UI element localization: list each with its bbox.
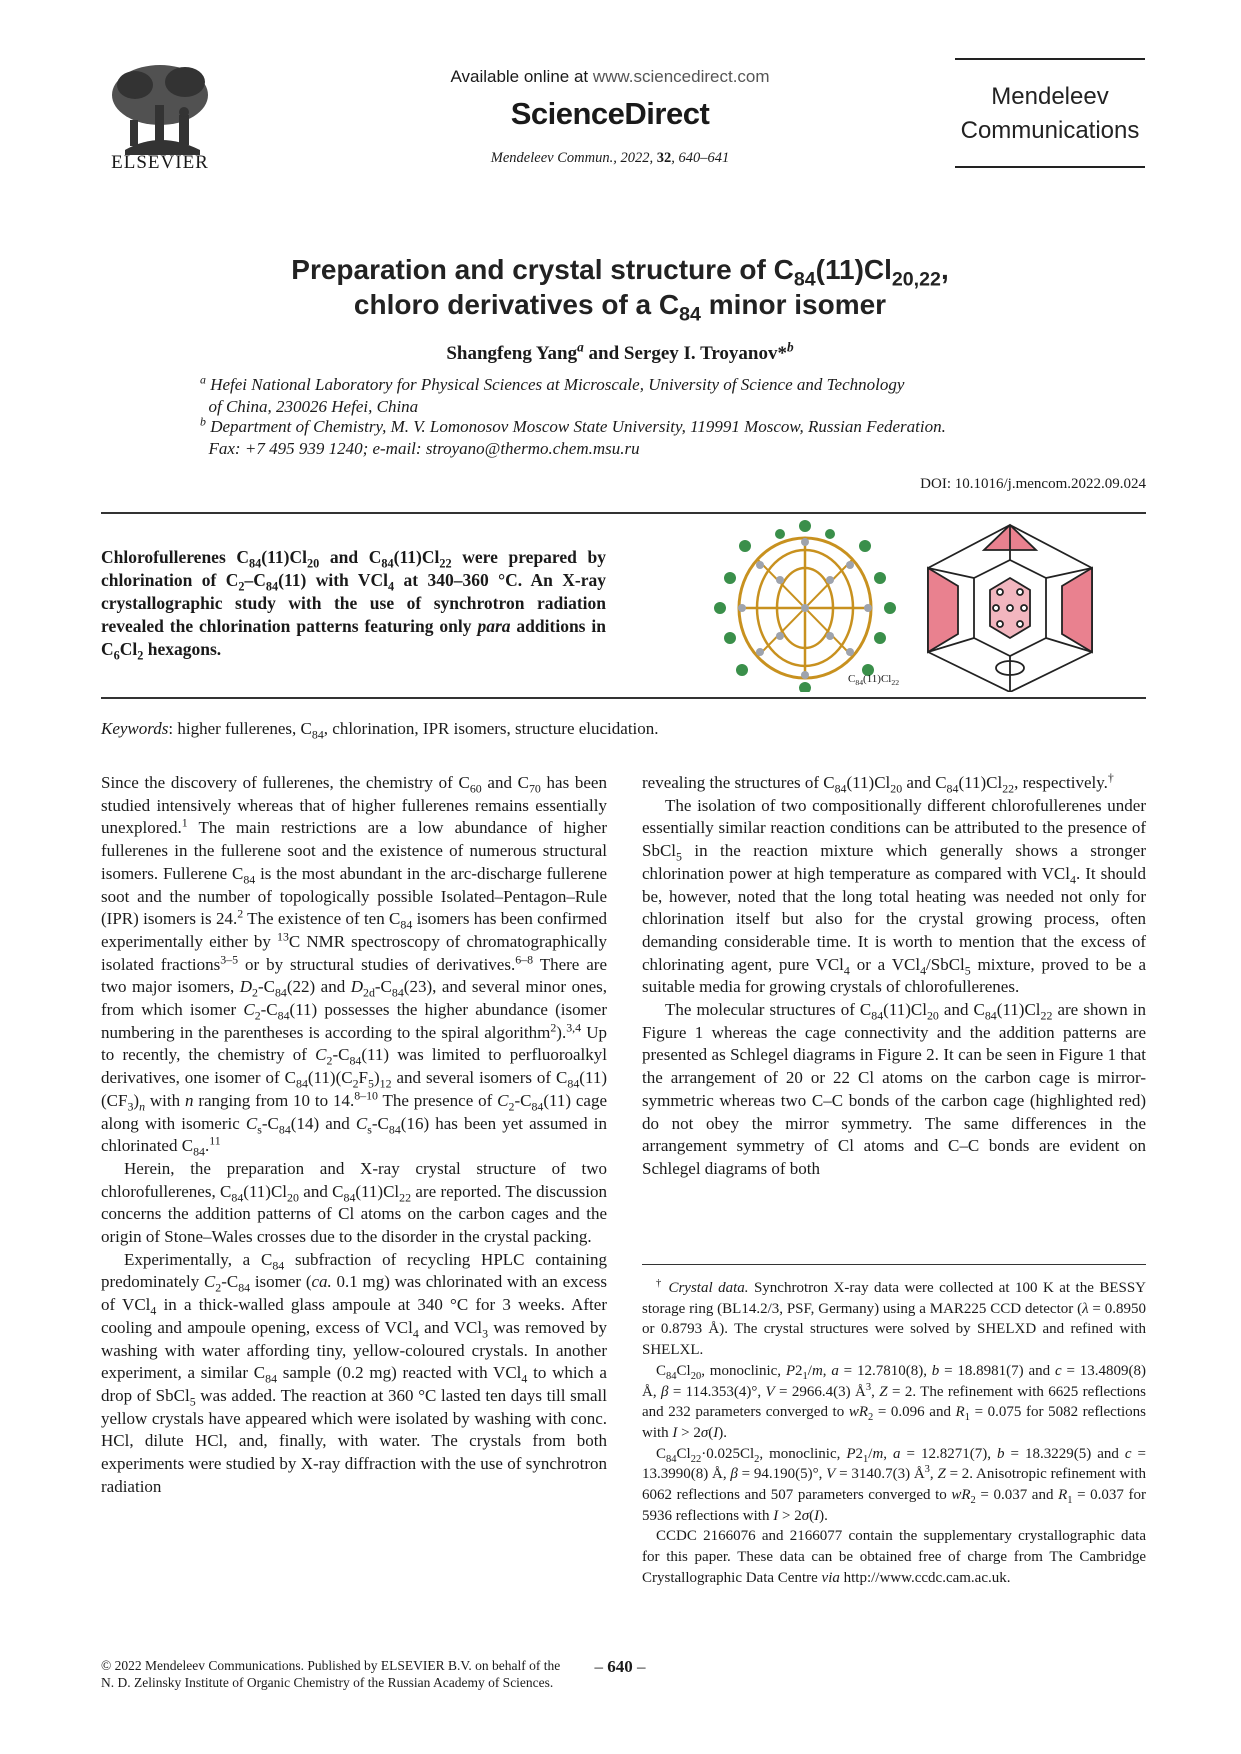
footnote-divider (642, 1264, 1146, 1265)
keywords: Keywords: higher fullerenes, $C_{84}$, chlorination, IPR isomers, structure elucidation. (101, 719, 659, 742)
affiliation-b: $^b$ Department of Chemistry, M. V. Lomonosov Moscow State University, 119991 Moscow, Russian Federation. Fax: +7 495 939 1240; e-mail: stroyano@thermo.chem.msu.ru (200, 414, 946, 458)
journal-citation (380, 150, 840, 167)
author-list: Shangfeng Yang$^a$ and Sergey I. Troyanov*$^b$ (446, 339, 794, 364)
doi[interactable]: DOI: 10.1016/j.mencom.2022.09.024 (920, 476, 1146, 492)
paragraph: $C_{84}Cl_{22}\cdot 0.025Cl_2$, monoclinic, $P2_1/m$, a = 12.8271(7), b = 18.3229(5) and c = 13.3990(8) Å, β = 94.190(5)°, V = 3140.7(3) $Å^3$, Z = 2. Anisotropic refinement with 6062 reflections and 507 parameters converged to $wR_2 = 0.037$ and $R_1 = 0.037$ for 5936 reflections with I > 2σ(I). (642, 1445, 1147, 1524)
citation-volume: 32 (656, 150, 672, 166)
paragraph: Experimentally, a $C_{84}$ subfraction of recycling HPLC containing predominately $C_2-C_{84}$ isomer (ca. 0.1 mg) was chlorinated with an excess of VCl$_4$ in a thick-walled glass ampoule at 340 °C for 3 weeks. After cooling and ampoule opening, excess of VCl$_4$ and VCl$_3$ was removed by washing with water affording tiny, yellow-coloured crystals. In another experiment, a similar $C_{84}$ sample (0.2 mg) reacted with VCl$_4$ to which a drop of SbCl$_5$ was added. The reaction at 360 °C lasted ten days till small yellow crystals have appeared which were isolated by washing with conc. HCl, dilute HCl, and, finally, with water. The crystals from both experiments were studied by X-ray diffraction with the use of synchrotron radiation (101, 1249, 608, 1496)
paragraph: revealing the structures of $C_{84}(11)Cl_{20}$ and $C_{84}(11)Cl_{22}$, respectively.† (642, 770, 1114, 796)
citation-journal: Mendeleev Commun. (490, 150, 614, 166)
body-left-column (101, 772, 607, 1499)
journal-name-line1: Mendeleev (991, 83, 1109, 110)
journal-name (955, 80, 1145, 148)
author-1: Shangfeng Yang (446, 343, 578, 364)
paragraph: Herein, the preparation and X-ray crystal structure of two chlorofullerenes, $C_{84}(11)Cl_{20}$ and $C_{84}(11)Cl_{22}$ are reported. The discussion concerns the addition patterns of Cl atoms on the carbon cages and the origin of Stone–Wales crosses due to the disorder in the crystal packing. (101, 1158, 607, 1247)
paragraph: The isolation of two compositionally different chlorofullerenes under essentially similar reaction conditions can be attributed to the presence of SbCl$_5$ in the reaction mixture which generally shows a stronger chlorination power at high temperature as compared with VCl$_4$. It should be, however, noted that the long total heating was needed not only for chlorination itself but also for the crystal growing process, often demanding considerable time. It is worth to mention that the excess of chlorinating agent, pure VCl$_4$ or a VCl$_4$/SbCl$_5$ mixture, proved to be a suitable media for growing crystals of chlorofullerenes. (642, 795, 1146, 997)
paragraph: Since the discovery of fullerenes, the chemistry of $C_{60}$ and $C_{70}$ has been studied intensively whereas that of higher fullerenes remains essentially unexplored.$^1$ The main restrictions are a low abundance of higher fullerenes in the fullerene soot and the existence of numerous structural isomers. Fullerene $C_{84}$ is the most abundant in the arc-discharge fullerene soot and the number of topologically possible Isolated–Pentagon–Rule (IPR) isomers is 24.$^2$ The existence of ten $C_{84}$ isomers has been confirmed experimentally either by $^{13}$C NMR spectroscopy of chromatographically isolated fractions$^{3-5}$ or by structural studies of derivatives.$^{6-8}$ There are two major isomers, $D_2-C_{84}(22)$ and $D_{2d}-C_{84}(23)$, and several minor ones, from which isomer $C_2-C_{84}(11)$ possesses the higher abundance (isomer numbering in the parentheses is according to the spiral algorithm$^2$).$^{3,4}$ Up to recently, the chemistry of $C_2-C_{84}(11)$ was limited to perfluoroalkyl derivatives, one isomer of $C_{84}(11)(C_2F_5)_{12}$ and several isomers of $C_{84}(11)(CF_3)_n$ with n ranging from 10 to 14.$^{8-10}$ The presence of $C_2-C_{84}(11)$ cage along with isomeric $C_s-C_{84}(14)$ and $C_s-C_{84}(16)$ has been yet assumed in chlorinated $C_{84}.^{11}$ (101, 773, 608, 1159)
publisher-name: ELSEVIER (111, 152, 209, 173)
author-2: Sergey I. Troyanov (623, 343, 778, 364)
crystal-data-footnote (642, 1278, 1146, 1589)
paragraph: $C_{84}Cl_{20}$, monoclinic, $P2_1/m$, a = 12.7810(8), b = 18.8981(7) and c = 13.4809(8) Å, β = 114.353(4)°, V = 2966.4(3) $Å^3$, Z = 2. The refinement with 6625 reflections and 232 parameters converged to $wR_2 = 0.096$ and $R_1 = 0.075$ for 5082 reflections with I > 2σ(I). (642, 1362, 1146, 1441)
paragraph: The molecular structures of $C_{84}(11)Cl_{20}$ and $C_{84}(11)Cl_{22}$ are shown in Figure 1 whereas the cage connectivity and the addition patterns are presented as Schlegel diagrams in Figure 2. It can be seen in Figure 1 that the arrangement of 20 or 22 Cl atoms on the carbon cage is mirror-symmetric whereas two C–C bonds of the carbon cage (highlighted red) do not obey the mirror symmetry. The same differences in the arrangement symmetry of Cl atoms and C–C bonds are evident on Schlegel diagrams of both (642, 1000, 1146, 1178)
divider (101, 697, 1146, 699)
page-number-value: 640 (607, 1657, 633, 1676)
graphical-abstract-image (700, 520, 1150, 692)
citation-year: , 2022, (613, 150, 657, 166)
article-title: Preparation and crystal structure of $C_{84}(11)Cl_{20,22}$, chloro derivatives of a $C_{84}$ minor isomer (291, 254, 949, 326)
graphical-abstract-text: Chlorofullerenes $C_{84}(11)Cl_{20}$ and $C_{84}(11)Cl_{22}$ were prepared by chlorination of $C_2-C_{84}(11)$ with VCl$_4$ at 340–360 °C. An X-ray crystallographic study with the use of synchrotron radiation revealed the chlorination patterns featuring only para additions in $C_6Cl_2$ hexagons. (101, 547, 606, 663)
availability-line (380, 67, 840, 87)
fullerene-molecule-drawing (714, 520, 896, 692)
sciencedirect-link[interactable]: www.sciencedirect.com (592, 67, 770, 86)
availability-prefix: Available online at (450, 67, 589, 86)
page-number: – 640 – (594, 1657, 646, 1676)
keywords-label: Keywords (101, 719, 169, 738)
journal-name-line2: Communications (960, 117, 1140, 144)
body-right-column (642, 772, 1146, 1181)
affiliation-a: $^a$ Hefei National Laboratory for Physical Sciences at Microscale, University of Science and Technology of China, 230026 Hefei, China (200, 372, 905, 416)
paragraph: CCDC 2166076 and 2166077 contain the supplementary crystallographic data for this paper. These data can be obtained free of charge from The Cambridge Crystallographic Data Centre via http://www.ccdc.cam.ac.uk. (642, 1528, 1146, 1586)
schlegel-diagram (928, 525, 1092, 692)
graphic-caption: $C_{84}(11)Cl_{22}$ (848, 673, 900, 688)
divider (101, 512, 1146, 514)
sciencedirect-logo: ScienceDirect (510, 96, 710, 131)
citation-pages: , 640–641 (671, 150, 730, 166)
paragraph: † Crystal data. Synchrotron X-ray data were collected at 100 K at the BESSY storage ring (BL14.2/3, PSF, Germany) using a MAR225 CCD detector (λ = 0.8950 or 0.8793 Å). The crystal structures were solved by SHELXD and refined with SHELXL. (642, 1278, 1147, 1359)
copyright-notice: © 2022 Mendeleev Communications. Published by ELSEVIER B.V. on behalf of the N. D. Zelinsky Institute of Organic Chemistry of the Russian Academy of Sciences. (101, 1658, 561, 1690)
